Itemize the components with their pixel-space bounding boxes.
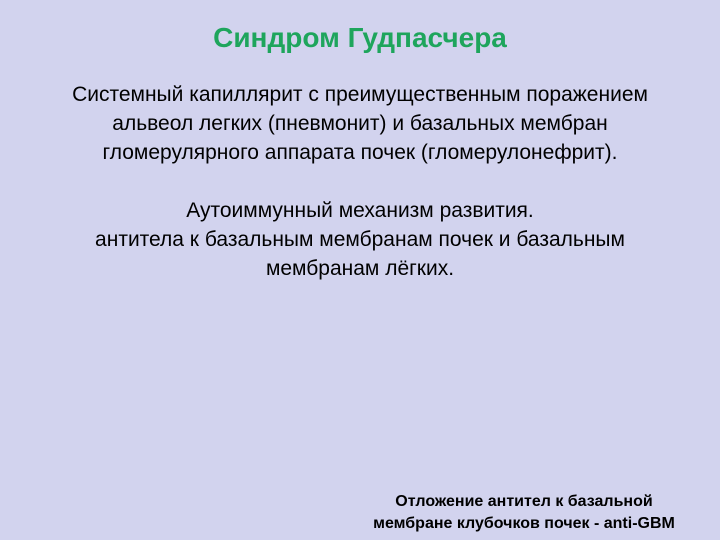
body-paragraph-1-line-3: гломерулярного аппарата почек (гломерулонефрит). bbox=[102, 141, 618, 164]
body-paragraph-1-line-2: альвеол легких (пневмонит) и базальных мембран bbox=[112, 112, 608, 135]
bottom-caption-line-1: Отложение антител к базальной bbox=[395, 493, 653, 510]
bottom-caption-line-2: мембране клубочков почек - anti-GBM bbox=[373, 515, 675, 532]
body-paragraph-2-line-1: Аутоиммунный механизм развития. bbox=[186, 199, 534, 222]
body-paragraph-2-line-3: мембранам лёгких. bbox=[265, 257, 455, 280]
body-paragraph-2 bbox=[10, 196, 710, 283]
body-paragraph-1-line-1: Системный капиллярит с преимущественным поражением bbox=[72, 83, 648, 106]
body-paragraph-1 bbox=[10, 80, 710, 167]
slide-title: Синдром Гудпасчера bbox=[213, 22, 507, 53]
bottom-caption bbox=[344, 491, 704, 535]
body-paragraph-2-line-2: антитела к базальным мембранам почек и базальным bbox=[95, 228, 625, 251]
